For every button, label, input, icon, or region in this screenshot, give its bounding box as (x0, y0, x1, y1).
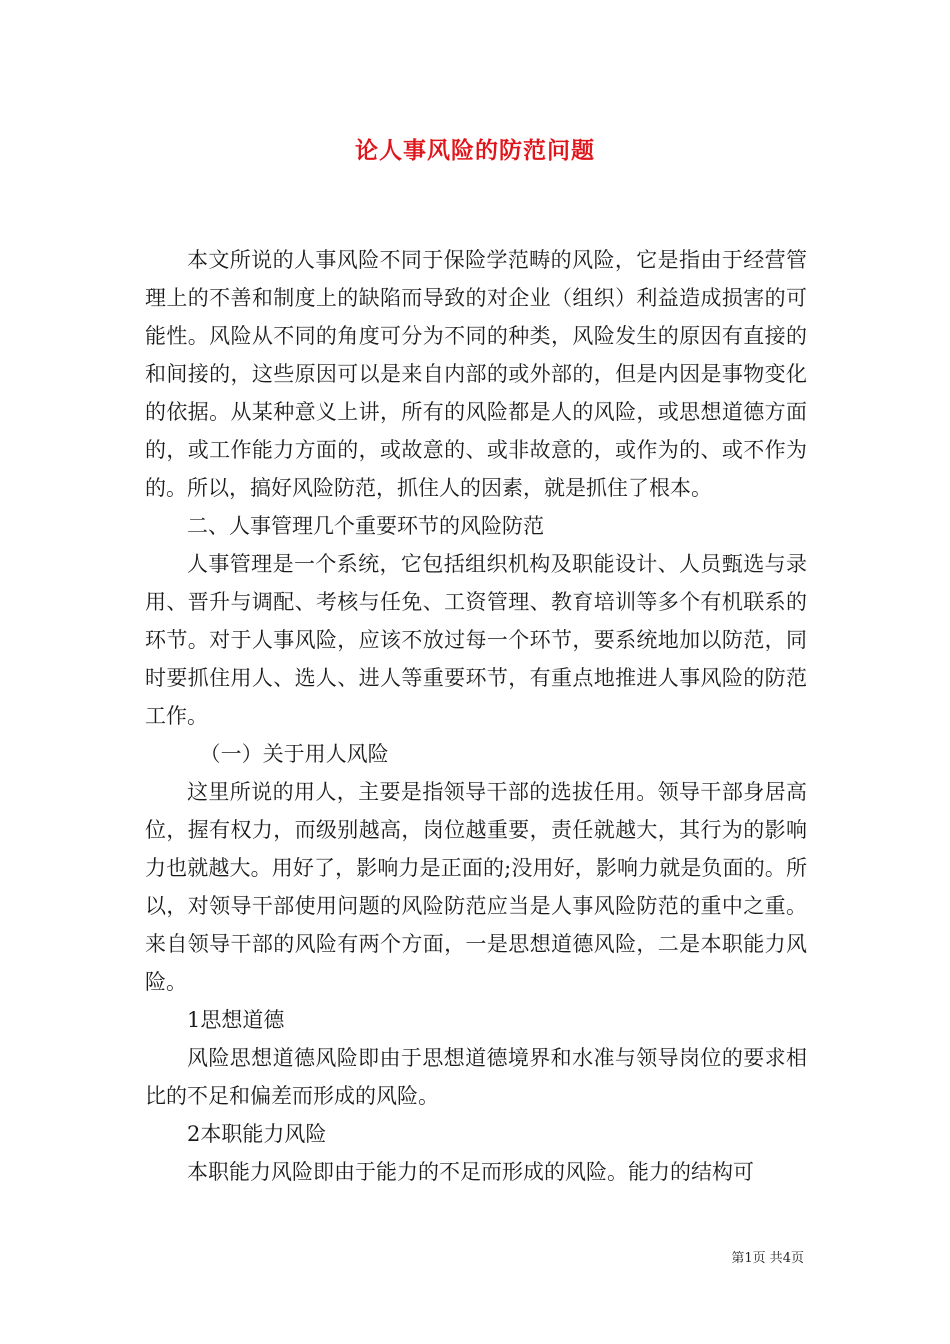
paragraph-morality: 风险思想道德风险即由于思想道德境界和水准与领导岗位的要求相比的不足和偏差而形成的风险。 (145, 1046, 807, 1108)
item-heading-2: 2本职能力风险 (187, 1122, 327, 1146)
paragraph-leaders: 这里所说的用人，主要是指领导干部的选拔任用。领导干部身居高位，握有权力，而级别越高，岗位越重要，责任就越大，其行为的影响力也就越大。用好了，影响力是正面的;没用好，影响力就是负面的。所以，对领导干部使用问题的风险防范应当是人事风险防范的重中之重。来自领导干部的风险有两个方面，一是思想道德风险，二是本职能力风险。 (145, 780, 807, 994)
document-title: 论人事风险的防范问题 (355, 138, 595, 164)
subsection-heading-1: （一）关于用人风险 (199, 742, 389, 766)
section-heading-2: 二、人事管理几个重要环节的风险防范 (187, 514, 544, 538)
paragraph-system: 人事管理是一个系统，它包括组织机构及职能设计、人员甄选与录用、晋升与调配、考核与任免、工资管理、教育培训等多个有机联系的环节。对于人事风险，应该不放过每一个环节，要系统地加以防范，同时要抓住用人、选人、进人等重要环节，有重点地推进人事风险的防范工作。 (145, 552, 807, 728)
document-body (145, 241, 807, 1191)
paragraph-ability: 本职能力风险即由于能力的不足而形成的风险。能力的结构可 (187, 1160, 754, 1184)
item-heading-1: 1思想道德 (187, 1008, 285, 1032)
page-number: 第1页 共4页 (731, 1251, 804, 1266)
paragraph-intro: 本文所说的人事风险不同于保险学范畴的风险，它是指由于经营管理上的不善和制度上的缺陷而导致的对企业（组织）利益造成损害的可能性。风险从不同的角度可分为不同的种类，风险发生的原因有直接的和间接的，这些原因可以是来自内部的或外部的，但是内因是事物变化的依据。从某种意义上讲，所有的风险都是人的风险，或思想道德方面的，或工作能力方面的，或故意的、或非故意的，或作为的、或不作为的。所以，搞好风险防范，抓住人的因素，就是抓住了根本。 (145, 248, 807, 500)
